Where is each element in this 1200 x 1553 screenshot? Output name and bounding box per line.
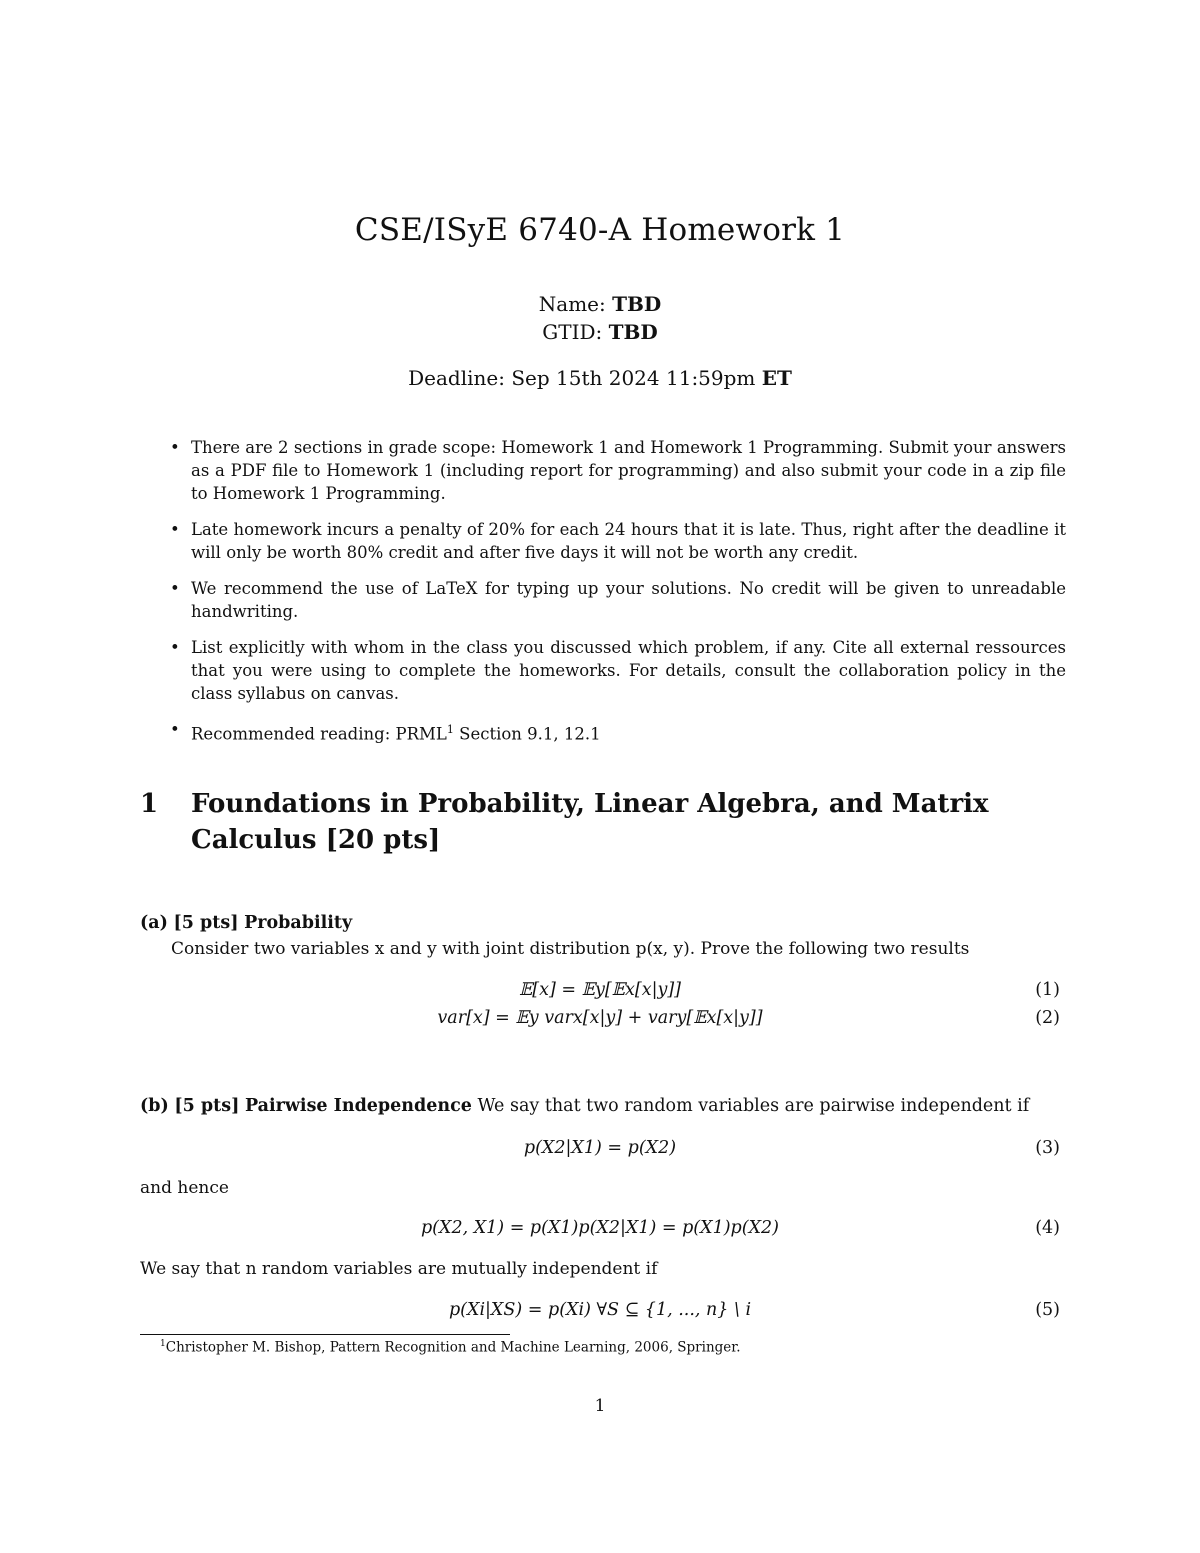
instruction-text: Late homework incurs a penalty of 20% for each 24 hours that it is late. Thus, right after the deadline it will only be worth 80% credit and after five days it will not be worth any credit. <box>191 520 1066 562</box>
footnote <box>160 1339 741 1356</box>
equation-expression: 𝔼[x] = 𝔼y[𝔼x[x|y]] <box>518 980 682 1000</box>
deadline-timezone: ET <box>761 366 792 390</box>
instruction-text: We recommend the use of LaTeX for typing up your solutions. No credit will be given to unreadable handwriting. <box>191 579 1066 621</box>
part-a-points: [5 pts] <box>173 913 239 933</box>
equation-number: (5) <box>1035 1300 1060 1320</box>
equation-number: (1) <box>1035 980 1060 1000</box>
part-b-intro: We say that two random variables are pairwise independent if <box>477 1096 1030 1116</box>
instruction-item <box>166 518 1066 564</box>
name-line <box>0 292 1200 316</box>
deadline-label: Deadline: <box>408 366 505 390</box>
section-number: 1 <box>140 789 159 819</box>
equation-expression: var[x] = 𝔼y varx[x|y] + vary[𝔼x[x|y]] <box>437 1008 763 1028</box>
mutual-independence-text: We say that n random variables are mutually independent if <box>140 1259 658 1279</box>
equation-expression: p(X2, X1) = p(X1)p(X2|X1) = p(X1)p(X2) <box>420 1218 780 1238</box>
page-number: 1 <box>594 1396 606 1416</box>
equation-expression: p(X2|X1) = p(X2) <box>523 1138 677 1158</box>
footnote-marker[interactable]: 1 <box>446 723 454 736</box>
instruction-item-reading <box>166 718 1066 746</box>
instruction-text: List explicitly with whom in the class you discussed which problem, if any. Cite all external ressources that you were using to complete the homeworks. For details, consult the collaboration policy in the class syllabus on canvas. <box>191 638 1066 703</box>
part-a-label: (a) <box>140 913 168 933</box>
connector-text: and hence <box>140 1178 229 1198</box>
section-heading <box>140 786 1070 858</box>
gtid-line <box>0 320 1200 344</box>
instruction-item <box>166 436 1066 505</box>
instruction-item <box>166 577 1066 623</box>
part-a-title: Probability <box>244 913 353 933</box>
part-b-heading <box>140 1096 1029 1116</box>
gtid-value: TBD <box>608 320 658 344</box>
part-a-body: Consider two variables x and y with joint distribution p(x, y). Prove the following two results <box>171 939 970 959</box>
name-label: Name: <box>538 292 606 316</box>
bullet-icon: • <box>170 520 180 539</box>
deadline-value: Sep 15th 2024 11:59pm <box>511 366 756 390</box>
section-title: Foundations in Probability, Linear Algebra, and Matrix Calculus [20 pts] <box>191 789 989 855</box>
equation-number: (3) <box>1035 1138 1060 1158</box>
instruction-item <box>166 636 1066 705</box>
footnote-divider <box>140 1334 510 1335</box>
instructions-list <box>166 436 1066 759</box>
equation-number: (4) <box>1035 1218 1060 1238</box>
reading-sections: Section 9.1, 12.1 <box>453 724 601 744</box>
equation-expression: p(Xi|XS) = p(Xi) ∀S ⊆ {1, ..., n} \ i <box>448 1300 752 1320</box>
instruction-text: There are 2 sections in grade scope: Homework 1 and Homework 1 Programming. Submit your answers as a PDF file to Homework 1 (including report for programming) and also submit your code in a zip file to Homework 1 Programming. <box>191 438 1066 503</box>
part-a-heading <box>140 913 352 933</box>
part-b-title: Pairwise Independence <box>244 1096 472 1116</box>
part-b-label: (b) <box>140 1096 169 1116</box>
deadline-line <box>0 366 1200 390</box>
name-value: TBD <box>612 292 662 316</box>
bullet-icon: • <box>170 638 180 657</box>
gtid-label: GTID: <box>542 320 603 344</box>
page-title: CSE/ISyE 6740-A Homework 1 <box>354 212 846 248</box>
bullet-icon: • <box>170 720 180 739</box>
reading-text: Recommended reading: PRML <box>191 724 447 744</box>
bullet-icon: • <box>170 579 180 598</box>
bullet-icon: • <box>170 438 180 457</box>
part-b-points: [5 pts] <box>174 1096 240 1116</box>
footnote-number: 1 <box>160 1339 166 1349</box>
footnote-text: Christopher M. Bishop, Pattern Recognition and Machine Learning, 2006, Springer. <box>165 1339 741 1356</box>
equation-number: (2) <box>1035 1008 1060 1028</box>
